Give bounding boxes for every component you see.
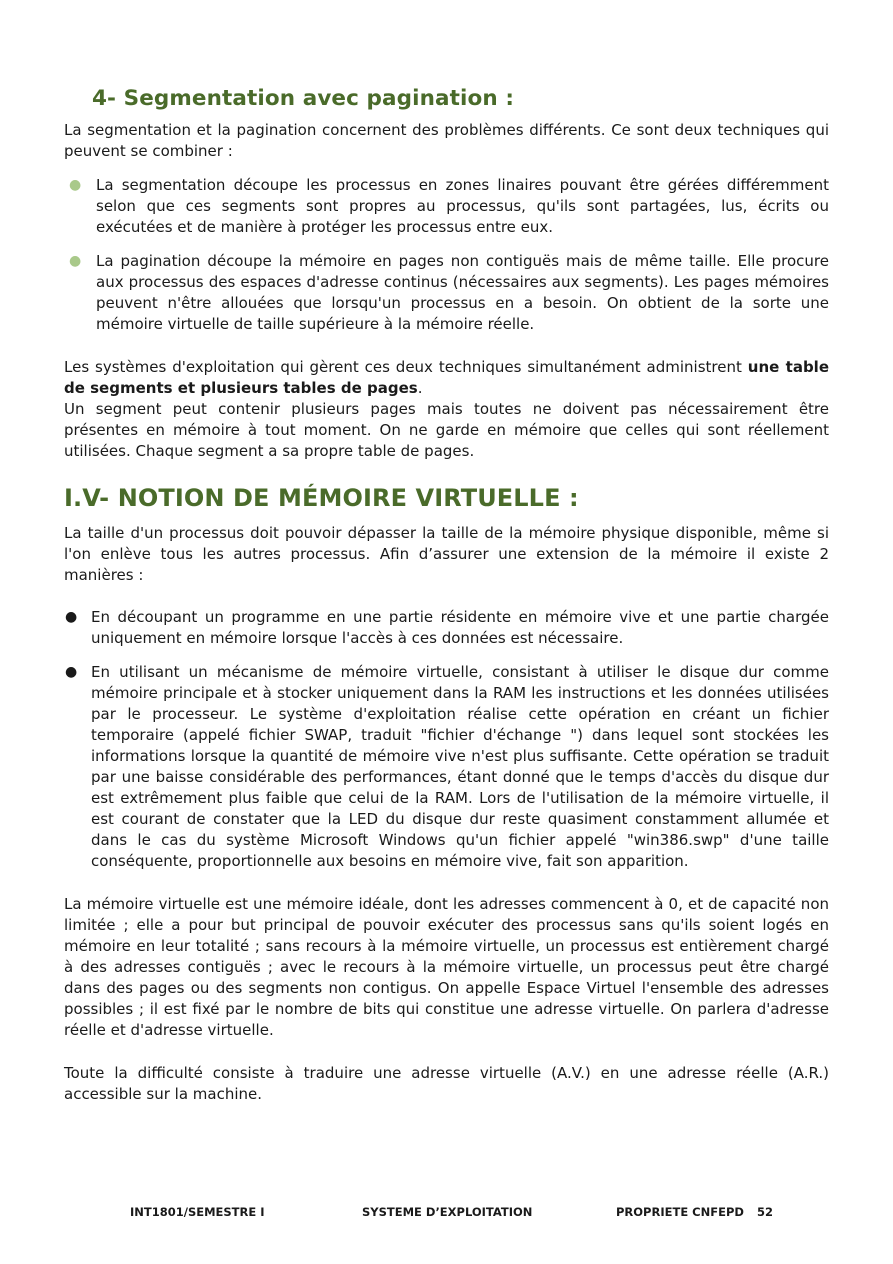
footer-course: INT1801/SEMESTRE I	[130, 1205, 265, 1219]
section-heading: I.V- NOTION DE MÉMOIRE VIRTUELLE :	[64, 484, 579, 512]
difficulte-paragraph: Toute la difficulté consiste à traduire une adresse virtuelle (A.V.) en une adresse réelle (A.R.) accessible sur la machine.	[64, 1064, 829, 1103]
list-item	[64, 607, 829, 649]
page-content	[64, 86, 829, 1105]
footer-page-number: 52	[757, 1205, 774, 1219]
list-item	[64, 251, 829, 335]
list-item	[64, 175, 829, 238]
manieres-list	[64, 607, 829, 872]
systems-paragraph	[64, 357, 829, 399]
taille-paragraph: La taille d'un processus doit pouvoir dépasser la taille de la mémoire physique disponible, même si l'on enlève tous les autres processus. Afin d’assurer une extension de la mémoire il existe 2 manières :	[64, 524, 829, 584]
bullet-icon: ●	[69, 177, 82, 193]
ideale-paragraph: La mémoire virtuelle est une mémoire idéale, dont les adresses commencent à 0, et de capacité non limitée ; elle a pour but principal de pouvoir exécuter des processus sans qu'ils soient logés en mémoire en leur totalité ; sans recours à la mémoire virtuelle, un processus est entièrement chargé à des adresses contiguës ; avec le recours à la mémoire virtuelle, un processus peut être chargé dans des pages ou des segments non contigus. On appelle Espace Virtuel l'ensemble des adresses possibles ; il est fixé par le nombre de bits qui constitue une adresse virtuelle. On parlera d'adresse réelle et d'adresse virtuelle.	[64, 895, 829, 1039]
footer-owner: PROPRIETE CNFEPD	[616, 1205, 744, 1219]
systems-text-end: .	[417, 379, 423, 397]
bullet-icon: ●	[65, 609, 78, 625]
list-item-text: La segmentation découpe les processus en zones linaires pouvant être gérées différemment selon que ces segments sont propres au processus, qu'ils sont partagées, lus, écrits ou exécutées et de manière à protéger les processus entre eux.	[96, 176, 829, 236]
segment-paragraph: Un segment peut contenir plusieurs pages mais toutes ne doivent pas nécessairement être présentes en mémoire à tout moment. On ne garde en mémoire que celles qui sont réellement utilisées. Chaque segment a sa propre table de pages.	[64, 400, 829, 460]
bullet-icon: ●	[69, 253, 82, 269]
footer-subject: SYSTEME D’EXPLOITATION	[362, 1205, 533, 1219]
systems-bold-text: une table de segments et plusieurs tables de pages	[64, 358, 829, 397]
list-item-text: En découpant un programme en une partie résidente en mémoire vive et une partie chargée uniquement en mémoire lorsque l'accès à ces données est nécessaire.	[91, 608, 829, 647]
page-footer	[0, 1205, 893, 1221]
systems-text: Les systèmes d'exploitation qui gèrent ces deux techniques simultanément administrent	[64, 358, 748, 376]
list-item	[64, 662, 829, 872]
intro-paragraph: La segmentation et la pagination concernent des problèmes différents. Ce sont deux techniques qui peuvent se combiner :	[64, 121, 829, 160]
technique-list	[64, 175, 829, 335]
list-item-text: En utilisant un mécanisme de mémoire virtuelle, consistant à utiliser le disque dur comme mémoire principale et à stocker uniquement dans la RAM les instructions et les données utilisées par le processeur. Le système d'exploitation réalise cette opération en créant un fichier temporaire (appelé fichier SWAP, traduit "fichier d'échange ") dans lequel sont stockées les informations lorsque la quantité de mémoire vive n'est plus suffisante. Cette opération se traduit par une baisse considérable des performances, étant donné que le temps d'accès du disque dur est extrêmement plus faible que celui de la RAM. Lors de l'utilisation de la mémoire virtuelle, il est courant de constater que la LED du disque dur reste quasiment constamment allumée et dans le cas du système Microsoft Windows qu'un fichier appelé "win386.swp" d'une taille conséquente, proportionnelle aux besoins en mémoire vive, fait son apparition.	[91, 663, 829, 870]
bullet-icon: ●	[65, 664, 78, 680]
sub-heading: 4- Segmentation avec pagination :	[92, 86, 515, 111]
list-item-text: La pagination découpe la mémoire en pages non contiguës mais de même taille. Elle procure aux processus des espaces d'adresse continus (nécessaires aux segments). Les pages mémoires peuvent n'être allouées que lorsqu'un processus en a besoin. On obtient de la sorte une mémoire virtuelle de taille supérieure à la mémoire réelle.	[96, 252, 829, 333]
